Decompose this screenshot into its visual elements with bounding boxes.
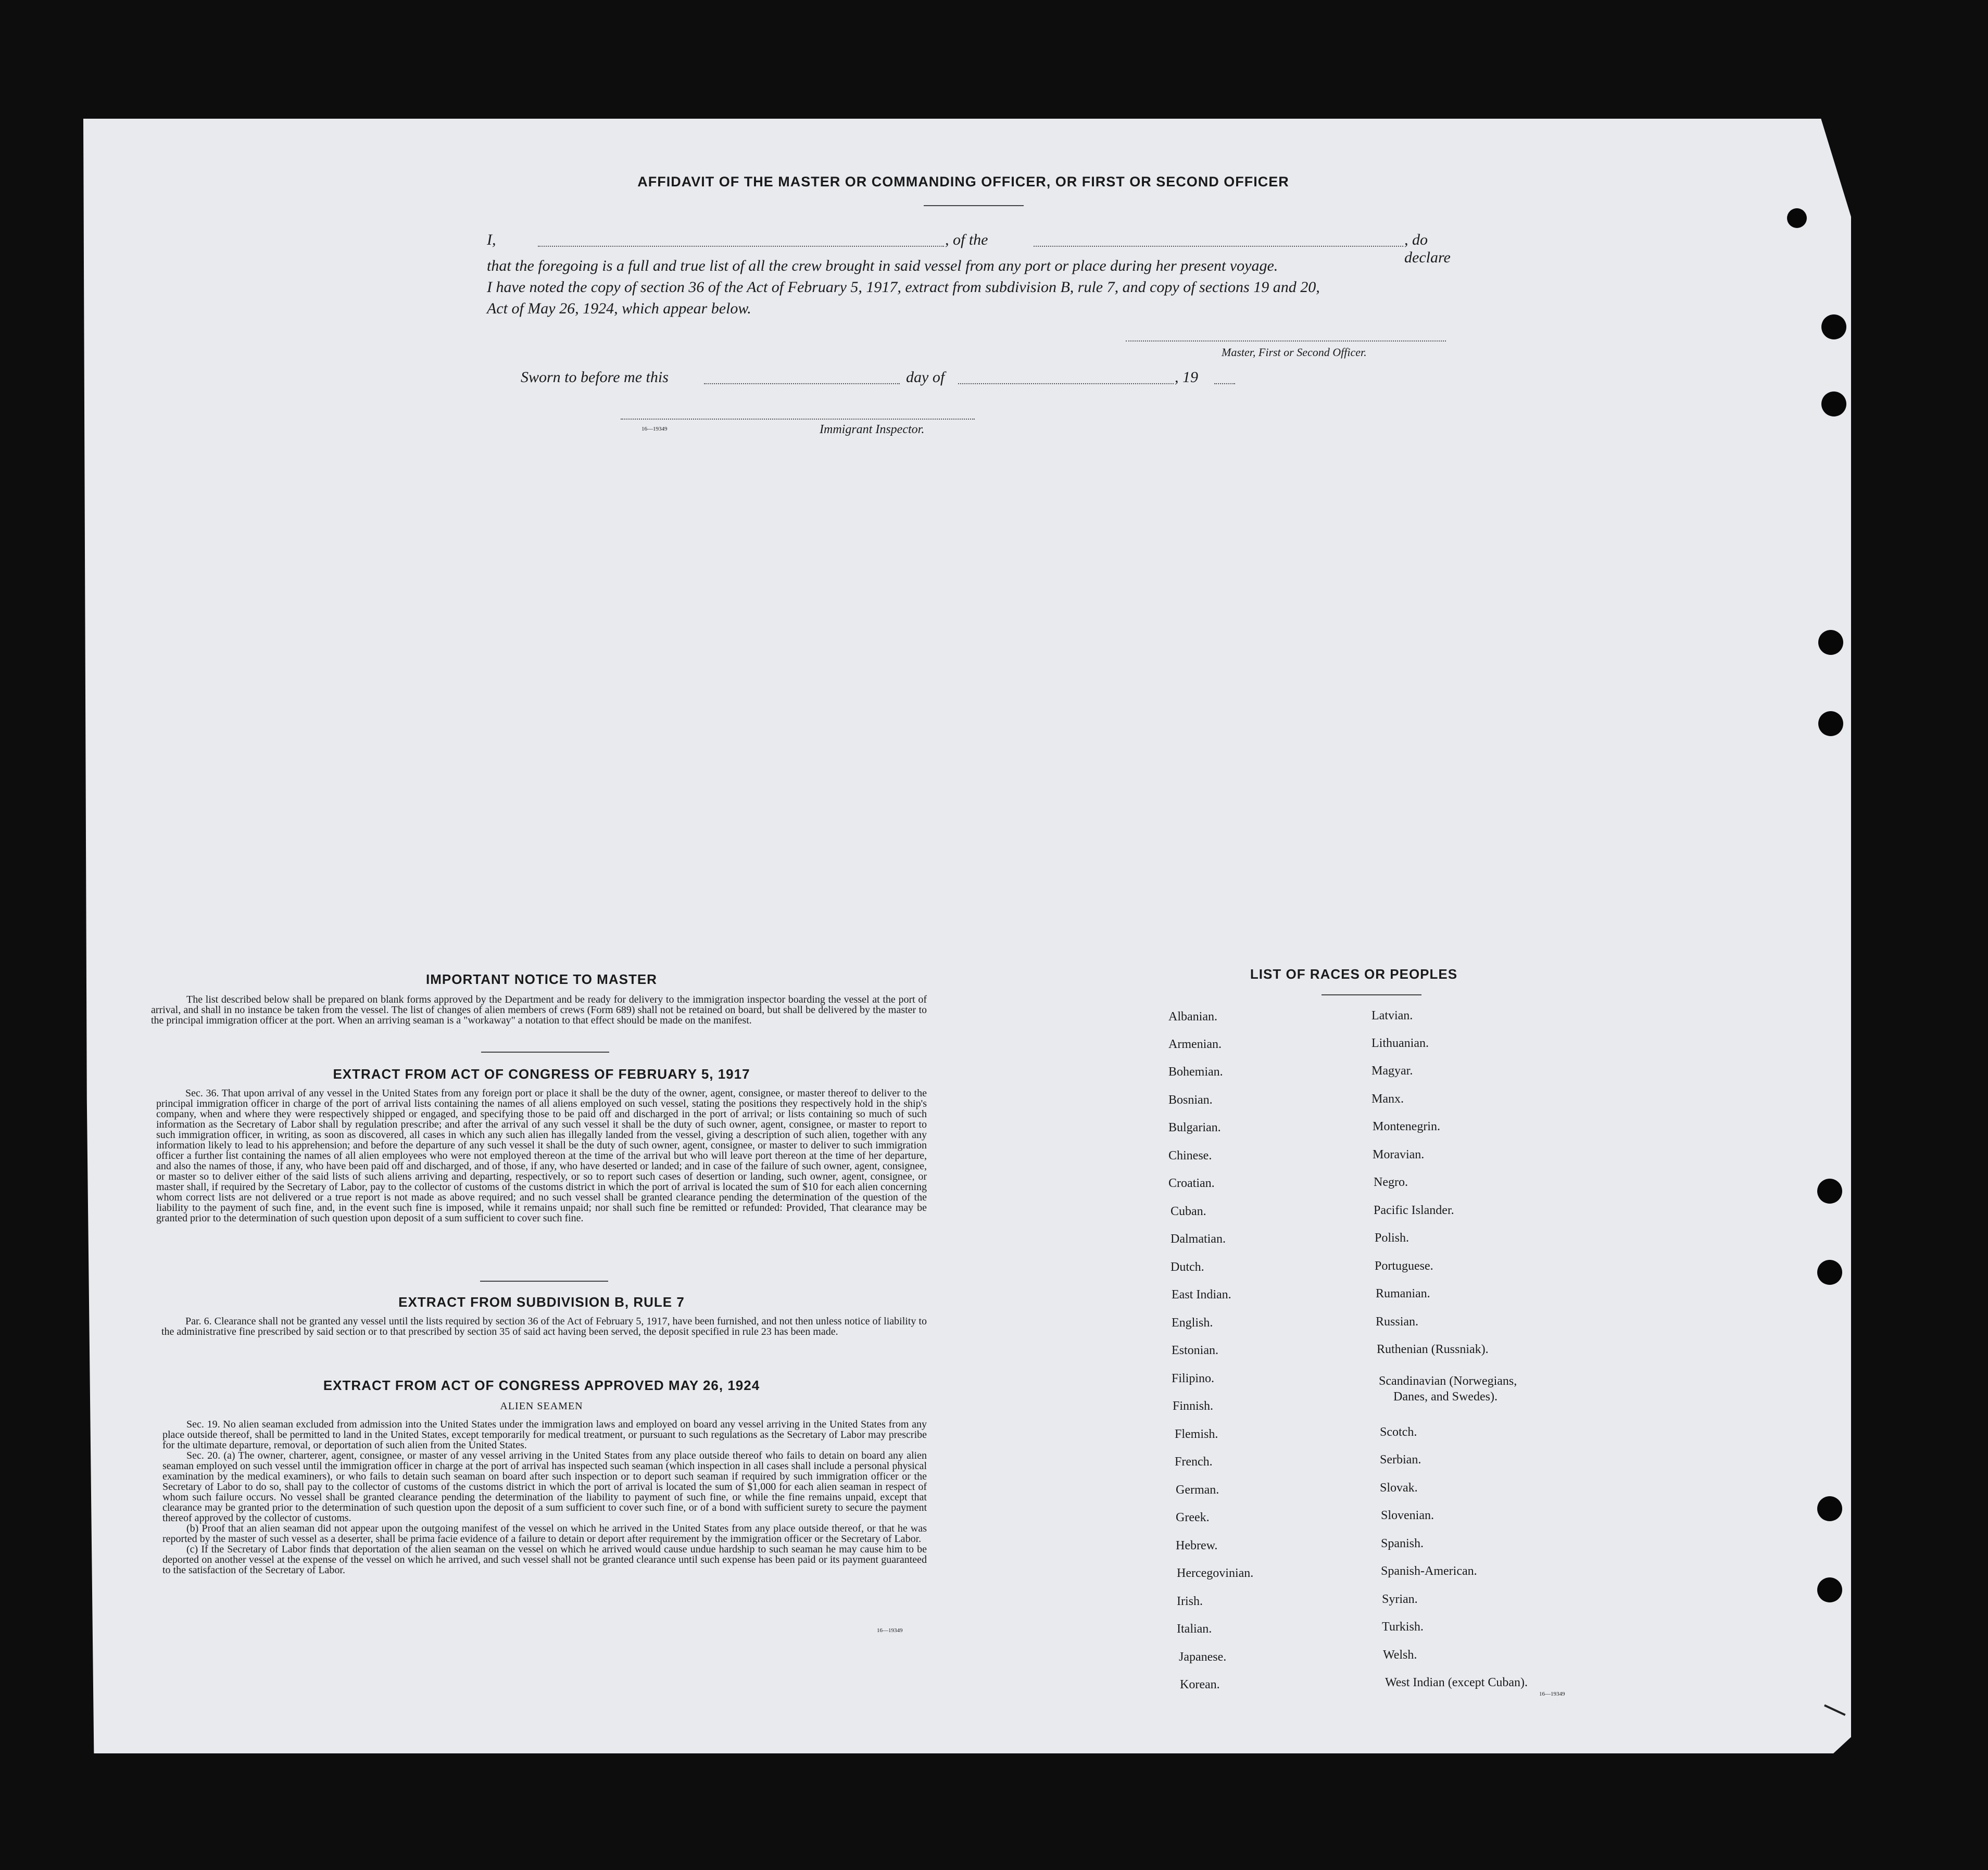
affidavit-title: AFFIDAVIT OF THE MASTER OR COMMANDING OFFICER, OR FIRST OR SECOND OFFICER (637, 174, 1289, 189)
day-of-label: day of (906, 369, 945, 386)
race-item: Syrian. (1382, 1593, 1418, 1606)
punch-hole (1817, 1179, 1842, 1204)
extract-1917-body: Sec. 36. That upon arrival of any vessel in the United States from any foreign port or place it shall be the duty of the owner, agent, consignee, or master thereof to deliver to the principal immigration officer in charge of the port of arrival lists containing the names of all aliens employed on such vessel, stating the positions they respectively hold in the ship's company, when and where they were respectively shipped or engaged, and specifying those to be paid off and discharged in the port of arrival; or lists containing so much of such information as the Secretary of Labor shall by regulation prescribe; and after the arrival of any such vessel it shall be the duty of such owner, agent, consignee, or master to report to such immigration officer, in writing, as soon as discovered, all cases in which any such alien has illegally landed from the vessel, giving a description of such alien, together with any information likely to lead to his apprehension; and before the departure of any such vessel it shall be the duty of such owner, agent, consignee, or master to deliver to such immigration officer a further list containing the names of all alien employees who were not employed thereon at the time of the arrival but who will leave port thereon at the time of her departure, and also the names of those, if any, who have been paid off and discharged, and of those, if any, who have deserted or landed; and in case of the failure of such owner, agent, consignee, or master so to deliver either of the said lists of such aliens arriving and departing, respectively, or so to report such cases of desertion or landing, such owner, agent, consignee, or master shall, if required by the Secretary of Labor, pay to the collector of customs of the customs district in which the port of arrival is located the sum of $10 for each alien concerning whom correct lists are not delivered or a true report is not made as above required; and no such vessel shall be granted clearance pending the determination of the question of the liability to the payment of such fine, and, in the event such fine is imposed, while it remains unpaid; nor shall such fine be remitted or refunded: Provided, That clearance may be granted prior to the determination of such question upon deposit of a sum sufficient to cover such fine. (156, 1088, 927, 1224)
race-item: Scandinavian (Norwegians, (1379, 1374, 1517, 1388)
section-20b: (b) Proof that an alien seaman did not appear upon the outgoing manifest of the vessel on which he arrived in the United States from any place outside thereof, or that he was reported by the master of such vessel as a deserter, shall be prima facie evidence of a failure to detain or deport after requirement by the immigration officer or the Secretary of Labor. (162, 1523, 927, 1545)
sworn-label: Sworn to before me this (521, 369, 669, 386)
race-item: Bosnian. (1168, 1093, 1213, 1107)
race-item: Korean. (1180, 1678, 1220, 1691)
affidavit-body-line-2: I have noted the copy of section 36 of the Act of February 5, 1917, extract from subdivision B, rule 7, and copy of sections 19 and 20, (487, 279, 1320, 296)
race-item: Flemish. (1175, 1427, 1218, 1441)
race-item: Estonian. (1172, 1344, 1218, 1357)
race-item: Bulgarian. (1168, 1121, 1221, 1134)
section-19: Sec. 19. No alien seaman excluded from admission into the United States under the immigration laws and employed on board any vessel arriving in the United States from any place outside thereof, shall be permitted to land in the United States, except temporarily for medical treatment, or pursuant to such regulations as the Secretary of Labor may prescribe for the ultimate departure, removal, or deportation of such alien from the United States. (162, 1419, 927, 1451)
race-item: Hebrew. (1176, 1539, 1218, 1552)
year-label: , 19 (1175, 369, 1198, 386)
race-item: Magyar. (1372, 1064, 1413, 1078)
race-item: Ruthenian (Russniak). (1377, 1343, 1489, 1356)
race-item: Negro. (1374, 1176, 1408, 1189)
race-item: Portuguese. (1375, 1259, 1433, 1273)
race-item: Pacific Islander. (1374, 1204, 1454, 1217)
punch-hole (1817, 1260, 1842, 1285)
inspector-blank (621, 419, 975, 420)
punch-hole (1821, 391, 1846, 416)
races-divider (1322, 994, 1421, 995)
race-item: English. (1172, 1316, 1213, 1330)
race-item: Spanish-American. (1381, 1564, 1477, 1578)
race-item: Spanish. (1381, 1537, 1424, 1550)
day-blank (704, 383, 900, 384)
race-item: Latvian. (1372, 1009, 1413, 1022)
race-item: West Indian (except Cuban). (1385, 1676, 1528, 1689)
race-item: Hercegovinian. (1177, 1566, 1254, 1580)
punch-hole (1817, 1496, 1842, 1521)
sworn-line (521, 369, 1250, 389)
affidavit-body-line-1: that the foregoing is a full and true list of all the crew brought in said vessel from any port or place during her present voyage. (487, 257, 1278, 274)
race-item: Scotch. (1380, 1425, 1417, 1439)
extract-1924-title: EXTRACT FROM ACT OF CONGRESS APPROVED MAY 26, 1924 (323, 1378, 760, 1393)
race-item: Chinese. (1168, 1149, 1212, 1163)
title-divider (924, 205, 1024, 206)
race-item: Turkish. (1382, 1620, 1424, 1634)
vessel-blank (1034, 246, 1403, 247)
extract-1924-subtitle: ALIEN SEAMEN (500, 1400, 583, 1412)
race-item: Cuban. (1171, 1205, 1206, 1218)
punch-hole (1818, 711, 1843, 736)
punch-hole (1821, 314, 1846, 339)
race-item: Rumanian. (1376, 1287, 1430, 1300)
name-blank (538, 246, 944, 247)
race-item: Bohemian. (1168, 1065, 1223, 1079)
extract-form-number: 16—19349 (877, 1627, 903, 1634)
race-item: Russian. (1376, 1315, 1419, 1329)
race-item: Moravian. (1373, 1148, 1425, 1161)
race-item: Montenegrin. (1373, 1120, 1440, 1133)
signature-label: Master, First or Second Officer. (1222, 346, 1367, 359)
punch-hole (1818, 630, 1843, 655)
race-item: Slovak. (1380, 1481, 1418, 1495)
race-item: Armenian. (1168, 1038, 1222, 1051)
i-label: I, (487, 231, 496, 248)
extract-1924-body (162, 1419, 927, 1575)
race-item: Lithuanian. (1372, 1037, 1429, 1050)
race-item: Irish. (1177, 1595, 1203, 1608)
affidavit-body (487, 255, 1466, 319)
section-20a: Sec. 20. (a) The owner, charterer, agent, consignee, or master of any vessel arriving in the United States from any place outside thereof who fails to detain on board any alien seaman employed on such vessel until the immigration officer in charge at the port of arrival has inspected such seaman (which inspection in all cases shall include a personal physical examination by the medical examiners), or who fails to detain such seaman on board after such inspection or to deport such seaman if required by such immigration officer or the Secretary of Labor to do so, shall pay to the collector of customs of the customs district in which the port of arrival is located the sum of $1,000 for each alien seaman in respect of whom such failure occurs. No vessel shall be granted clearance pending the determination of the liability to payment of such fine, or while the fine remains unpaid, except that clearance may be granted prior to the determination of such question upon the deposit of a sum sufficient to cover such fine, or of a bond with sufficient surety to secure the payment thereof approved by the collector of customs. (162, 1450, 927, 1524)
race-item: Dutch. (1171, 1260, 1204, 1274)
notice-title: IMPORTANT NOTICE TO MASTER (426, 971, 657, 987)
race-item: Greek. (1176, 1511, 1210, 1524)
extract-rule7-body: Par. 6. Clearance shall not be granted any vessel until the lists required by section 36 of the Act of February 5, 1917, have been furnished, and not then unless notice of liability to the administrative fine prescribed by said section or to that prescribed by section 35 of said act having been served, the deposit specified in rule 23 has been made. (161, 1316, 927, 1337)
race-item: Polish. (1375, 1231, 1410, 1245)
race-item: Albanian. (1168, 1010, 1217, 1024)
race-item: Welsh. (1383, 1648, 1417, 1662)
punch-hole (1817, 1577, 1842, 1602)
race-item: Slovenian. (1381, 1509, 1434, 1522)
do-declare-label: , do declare (1404, 231, 1451, 266)
year-blank (1214, 383, 1235, 384)
month-blank (958, 383, 1174, 384)
extract-rule7-title: EXTRACT FROM SUBDIVISION B, RULE 7 (398, 1294, 685, 1310)
race-item: Danes, and Swedes). (1393, 1390, 1498, 1404)
race-item: Filipino. (1172, 1372, 1215, 1385)
signature-blank (1126, 340, 1446, 342)
race-item: French. (1175, 1455, 1213, 1469)
race-item: Manx. (1372, 1092, 1404, 1106)
race-item: Japanese. (1179, 1650, 1227, 1664)
section-20c: (c) If the Secretary of Labor finds that deportation of the alien seaman on the vessel on which he arrived would cause undue hardship to such seaman he may cause him to be deported on another vessel at the expense of the vessel on which he arrived, and such vessel shall not be granted clearance until such expense has been paid or its payment guaranteed to the satisfaction of the Secretary of Labor. (162, 1544, 927, 1576)
race-item: Finnish. (1173, 1399, 1214, 1413)
race-item: German. (1176, 1483, 1219, 1497)
race-item: Croatian. (1168, 1177, 1215, 1190)
section-divider (480, 1281, 608, 1282)
extract-1917-title: EXTRACT FROM ACT OF CONGRESS OF FEBRUARY 5, 1917 (333, 1066, 750, 1082)
notice-body: The list described below shall be prepared on blank forms approved by the Department and be ready for delivery to the immigration inspector boarding the vessel at the port of arrival, and shall in no instance be taken from the vessel. The list of changes of alien members of crews (Form 689) shall not be retained on board, but shall be delivered by the master to the principal immigration officer at the port. When an arriving seaman is a "workaway" a notation to that effect should be made on the manifest. (151, 994, 927, 1026)
races-form-number: 16—19349 (1539, 1691, 1565, 1697)
inspector-label: Immigrant Inspector. (820, 423, 925, 436)
punch-hole (1787, 208, 1807, 228)
race-item: Italian. (1177, 1622, 1212, 1636)
of-the-label: , of the (945, 231, 988, 248)
race-item: Dalmatian. (1171, 1232, 1226, 1246)
race-item: Serbian. (1380, 1453, 1421, 1467)
affidavit-body-line-3: Act of May 26, 1924, which appear below. (487, 300, 751, 317)
affidavit-form-number: 16—19349 (641, 426, 668, 432)
races-title: LIST OF RACES OR PEOPLES (1250, 966, 1458, 982)
race-item: East Indian. (1172, 1288, 1231, 1302)
section-divider (481, 1052, 609, 1053)
